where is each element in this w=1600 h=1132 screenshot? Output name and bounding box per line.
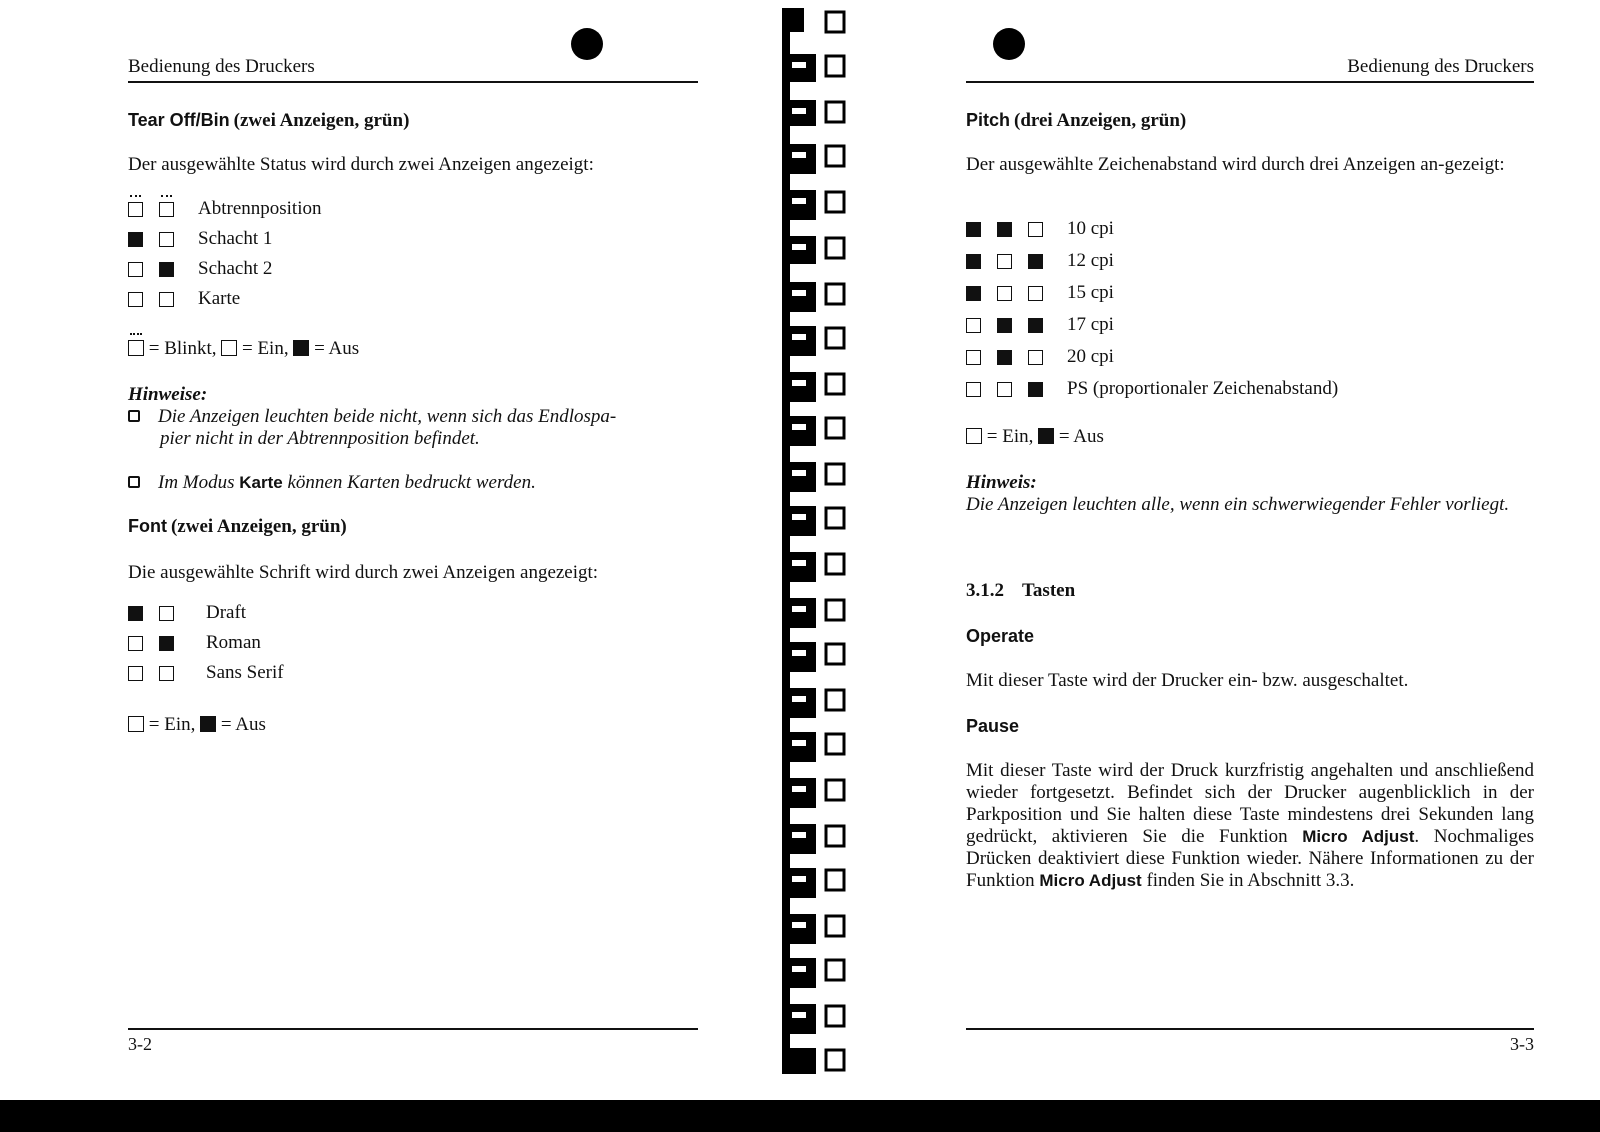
indicator-on — [1028, 350, 1043, 365]
note-item-continued: pier nicht in der Abtrennposition befindet. — [160, 428, 480, 449]
section-title-tear-off: Tear Off/Bin (zwei Anzeigen, grün) — [128, 110, 410, 131]
notes-title: Hinweise: — [128, 384, 208, 405]
indicator-row: 10 cpi — [966, 216, 1114, 242]
section-intro: Der ausgewählte Zeichenabstand wird durch drei Anzeigen an-gezeigt: — [966, 154, 1505, 175]
note-text: Die Anzeigen leuchten alle, wenn ein schwerwiegender Fehler vorliegt. — [966, 494, 1510, 515]
bullet-icon — [128, 476, 140, 488]
spiral-binding — [778, 0, 868, 1100]
on-symbol-icon — [966, 428, 982, 444]
indicator-off — [1028, 382, 1043, 397]
indicator-legend: = Ein, = Aus — [128, 714, 698, 736]
indicator-row: Karte — [128, 286, 240, 312]
indicator-row: Abtrennposition — [128, 196, 322, 222]
indicator-off — [997, 222, 1012, 237]
indicator-row: 12 cpi — [966, 248, 1114, 274]
blink-symbol-icon — [128, 340, 144, 356]
indicator-row: Schacht 2 — [128, 256, 272, 282]
pause-key-text: Mit dieser Taste wird der Druck kurzfristig angehalten und anschließend wieder fortgesetzt. Befindet sich der Drucker augenblicklich in der Parkposition und Sie halten diese Taste mindestens drei Sekunden lang gedrückt, aktivieren Sie die Funktion Micro Adjust. Nochmaliges Drücken deaktiviert diese Funktion wieder. Nähere Informationen zu der Funktion Micro Adjust finden Sie in Abschnitt 3.3. — [966, 760, 1534, 891]
section-title-font: Font (zwei Anzeigen, grün) — [128, 516, 347, 537]
indicator-blink — [159, 202, 174, 217]
indicator-off — [159, 262, 174, 277]
page-header: Bedienung des Druckers — [128, 56, 698, 83]
indicator-on — [159, 606, 174, 621]
indicator-row: Schacht 1 — [128, 226, 272, 252]
indicator-off — [997, 318, 1012, 333]
page-number: 3-2 — [128, 1034, 152, 1054]
pause-key-title: Pause — [966, 716, 1020, 736]
indicator-blink — [128, 202, 143, 217]
indicator-on — [1028, 286, 1043, 301]
operate-key-text: Mit dieser Taste wird der Drucker ein- bzw. ausgeschaltet. — [966, 670, 1409, 691]
section-intro: Der ausgewählte Status wird durch zwei Anzeigen angezeigt: — [128, 154, 594, 175]
indicator-on — [966, 318, 981, 333]
indicator-on — [159, 666, 174, 681]
page-footer — [966, 1028, 1534, 1055]
indicator-off — [966, 254, 981, 269]
section-title-pitch: Pitch (drei Anzeigen, grün) — [966, 110, 1187, 131]
indicator-row: Draft — [128, 600, 246, 626]
indicator-off — [128, 606, 143, 621]
indicator-on — [997, 286, 1012, 301]
off-symbol-icon — [200, 716, 216, 732]
indicator-on — [128, 292, 143, 307]
on-symbol-icon — [128, 716, 144, 732]
indicator-row: 17 cpi — [966, 312, 1114, 338]
indicator-row: 20 cpi — [966, 344, 1114, 370]
page-number: 3-3 — [1510, 1034, 1534, 1054]
indicator-on — [159, 292, 174, 307]
left-page — [128, 0, 698, 1100]
section-intro: Die ausgewählte Schrift wird durch zwei Anzeigen angezeigt: — [128, 562, 599, 583]
subsection-heading: 3.1.2 Tasten — [966, 580, 1076, 601]
right-page — [966, 0, 1534, 1100]
operate-key-title: Operate — [966, 626, 1035, 646]
indicator-off — [1028, 318, 1043, 333]
page-header: Bedienung des Druckers — [966, 56, 1534, 83]
indicator-legend: = Blinkt, = Ein, = Aus — [128, 338, 698, 360]
indicator-off — [997, 350, 1012, 365]
indicator-on — [128, 262, 143, 277]
indicator-on — [128, 636, 143, 651]
off-symbol-icon — [293, 340, 309, 356]
indicator-on — [128, 666, 143, 681]
indicator-row: Roman — [128, 630, 261, 656]
indicator-off — [966, 286, 981, 301]
indicator-row: PS (proportionaler Zeichenabstand) — [966, 376, 1338, 402]
indicator-on — [966, 350, 981, 365]
note-item: Die Anzeigen leuchten beide nicht, wenn sich das Endlospa- — [128, 406, 616, 428]
off-symbol-icon — [1038, 428, 1054, 444]
indicator-off — [159, 636, 174, 651]
indicator-off — [1028, 254, 1043, 269]
indicator-row: Sans Serif — [128, 660, 284, 686]
indicator-on — [997, 382, 1012, 397]
indicator-off — [966, 222, 981, 237]
indicator-on — [997, 254, 1012, 269]
indicator-on — [966, 382, 981, 397]
indicator-row: 15 cpi — [966, 280, 1114, 306]
note-title: Hinweis: — [966, 472, 1037, 493]
page-footer — [128, 1028, 698, 1055]
bullet-icon — [128, 410, 140, 422]
on-symbol-icon — [221, 340, 237, 356]
indicator-off — [128, 232, 143, 247]
indicator-on — [159, 232, 174, 247]
note-item: Im Modus Karte können Karten bedruckt werden. — [128, 472, 536, 494]
indicator-legend: = Ein, = Aus — [966, 426, 1534, 448]
scan-border — [0, 1100, 1600, 1132]
indicator-on — [1028, 222, 1043, 237]
